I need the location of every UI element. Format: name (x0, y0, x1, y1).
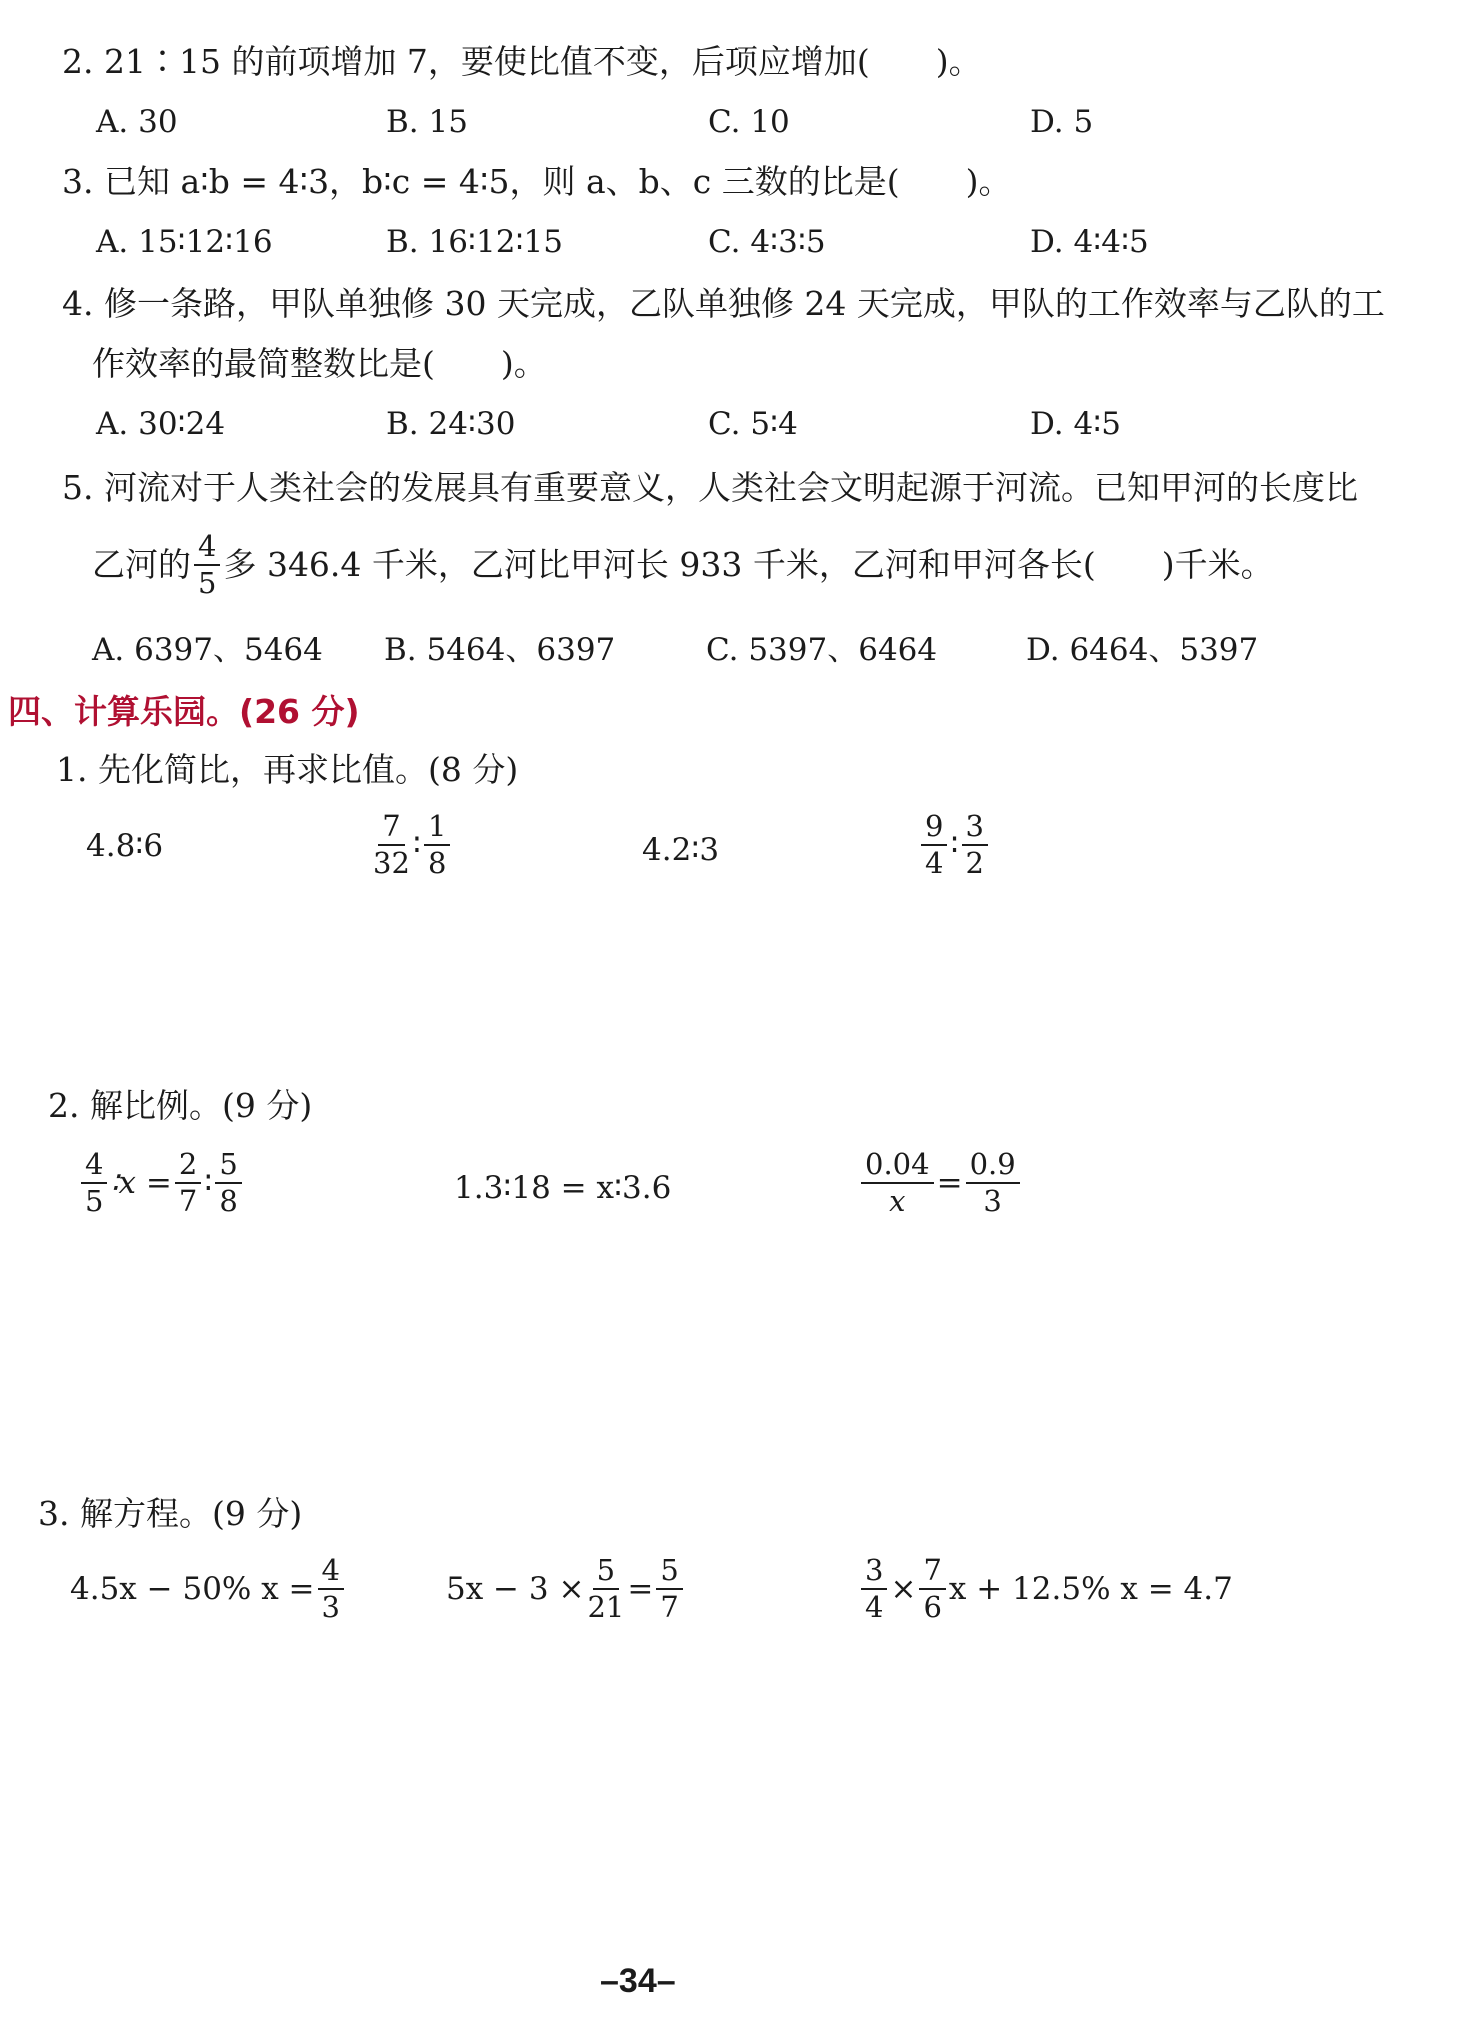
part1-expr-4-den-2: 2 (965, 846, 984, 880)
part1-expr-3: 4.2∶3 (642, 832, 720, 868)
q5-stem-line2 (92, 529, 1274, 600)
q5-fraction-den: 5 (198, 566, 217, 600)
part2-p3-frac-1 (861, 1147, 934, 1218)
part3-e2-equals: = (627, 1571, 654, 1607)
part1-expr-4-den-1: 4 (925, 846, 944, 880)
part3-e2-lhs: 5x − 3 × (446, 1571, 585, 1607)
q4-option-a: A. 30∶24 (96, 406, 226, 442)
part3-e3-frac-2 (919, 1553, 945, 1624)
part2-p3-frac-2 (966, 1147, 1020, 1218)
q2-option-b: B. 15 (386, 104, 468, 140)
part3-e3-frac-1 (861, 1553, 887, 1624)
part1-expr-4-num-2: 3 (962, 812, 988, 846)
part1-expr-4 (918, 809, 991, 880)
part3-title: 3. 解方程。(9 分) (38, 1494, 303, 1533)
part2-p1-den-2: 7 (178, 1184, 198, 1218)
part2-proportion-3 (858, 1147, 1023, 1218)
part3-e1-den: 3 (321, 1590, 340, 1624)
part1-expr-4-colon: ∶ (950, 827, 959, 863)
part1-expr-2-den-1: 32 (373, 846, 410, 880)
part2-p3-den-2: 3 (983, 1184, 1002, 1218)
part3-e2-den-1: 21 (587, 1590, 625, 1624)
part2-proportion-1 (78, 1147, 245, 1218)
q5-option-b: B. 5464、6397 (384, 632, 616, 668)
part2-p1-mid: ∶x = (110, 1165, 172, 1201)
part3-equation-3 (858, 1553, 1233, 1624)
part3-e3-num-2: 7 (919, 1556, 945, 1590)
part2-p1-num-1: 4 (81, 1150, 107, 1184)
q3-option-b: B. 16∶12∶15 (386, 224, 563, 260)
part3-e1-frac (318, 1553, 344, 1624)
part2-p3-num-1: 0.04 (861, 1150, 934, 1184)
part1-expr-4-frac-2 (962, 809, 988, 880)
q2-option-d: D. 5 (1030, 104, 1094, 140)
part2-title: 2. 解比例。(9 分) (48, 1086, 313, 1125)
part3-e1-lhs: 4.5x − 50% x = (70, 1571, 315, 1607)
q5-fraction-num: 4 (194, 532, 220, 566)
part2-p3-equals: = (936, 1165, 963, 1201)
part3-equation-2 (446, 1553, 686, 1624)
part1-expr-2-frac-2 (424, 809, 450, 880)
q5-option-a: A. 6397、5464 (92, 632, 323, 668)
q4-stem-line2: 作效率的最简整数比是( )。 (92, 344, 547, 383)
q4-stem-line1: 4. 修一条路，甲队单独修 30 天完成，乙队单独修 24 天完成，甲队的工作效率与乙队的工 (62, 284, 1385, 323)
q4-option-d: D. 4∶5 (1030, 406, 1121, 442)
part2-proportion-2: 1.3∶18 = x∶3.6 (454, 1170, 672, 1206)
part3-equation-1 (70, 1553, 347, 1624)
part1-expr-2-num-1: 7 (378, 812, 404, 846)
q3-option-c: C. 4∶3∶5 (708, 224, 826, 260)
q5-stem-line2-pre: 乙河的 (92, 545, 191, 584)
q2-stem: 2. 21∶15 的前项增加 7，要使比值不变，后项应增加( )。 (62, 42, 982, 81)
part1-expr-2-den-2: 8 (427, 846, 447, 880)
q5-stem-line1: 5. 河流对于人类社会的发展具有重要意义，人类社会文明起源于河流。已知甲河的长度比 (62, 468, 1358, 507)
part2-p1-frac-3 (215, 1147, 241, 1218)
part2-p1-den-1: 5 (85, 1184, 104, 1218)
part2-p1-frac-1 (81, 1147, 107, 1218)
q3-stem: 3. 已知 a∶b = 4∶3，b∶c = 4∶5，则 a、b、c 三数的比是( )。 (62, 162, 1012, 201)
q5-fraction (194, 529, 220, 600)
part3-e2-frac-2 (656, 1553, 682, 1624)
part2-p1-frac-2 (175, 1147, 201, 1218)
q5-stem-line2-post: 多 346.4 千米，乙河比甲河长 933 千米，乙河和甲河各长( )千米。 (223, 545, 1274, 584)
part1-expr-2-num-2: 1 (424, 812, 450, 846)
q5-option-c: C. 5397、6464 (706, 632, 938, 668)
part2-p1-num-3: 5 (215, 1150, 241, 1184)
part2-p3-num-2: 0.9 (966, 1150, 1020, 1184)
q2-option-c: C. 10 (708, 104, 790, 140)
part1-expr-1: 4.8∶6 (86, 828, 164, 864)
part1-expr-2-colon: ∶ (412, 827, 421, 863)
part1-expr-2 (370, 809, 453, 880)
page-number: –34– (600, 1962, 676, 2000)
part3-e3-rhs: x + 12.5% x = 4.7 (948, 1571, 1233, 1607)
part1-expr-2-frac-1 (373, 809, 410, 880)
part3-e3-times: × (890, 1571, 917, 1607)
part2-p1-num-2: 2 (175, 1150, 201, 1184)
q2-option-a: A. 30 (96, 104, 178, 140)
q3-option-a: A. 15∶12∶16 (96, 224, 273, 260)
part3-e1-num: 4 (318, 1556, 344, 1590)
q5-option-d: D. 6464、5397 (1026, 632, 1259, 668)
part3-e2-num-1: 5 (593, 1556, 619, 1590)
part3-e2-num-2: 5 (656, 1556, 682, 1590)
part2-p1-den-3: 8 (219, 1184, 238, 1218)
part3-e2-frac-1 (587, 1553, 625, 1624)
q4-option-b: B. 24∶30 (386, 406, 516, 442)
q3-option-d: D. 4∶4∶5 (1030, 224, 1149, 260)
part3-e3-num-1: 3 (861, 1556, 887, 1590)
part1-expr-4-frac-1 (921, 809, 947, 880)
part3-e3-den-2: 6 (923, 1590, 942, 1624)
part3-e3-den-1: 4 (865, 1590, 884, 1624)
part1-expr-4-num-1: 9 (921, 812, 947, 846)
part1-title: 1. 先化简比，再求比值。(8 分) (56, 750, 519, 789)
part2-p3-den-1: x (889, 1184, 906, 1218)
part3-e2-den-2: 7 (660, 1590, 679, 1624)
part2-p1-colon: ∶ (204, 1165, 213, 1201)
q4-option-c: C. 5∶4 (708, 406, 798, 442)
section-4-heading: 四、计算乐园。(26 分) (8, 692, 360, 731)
